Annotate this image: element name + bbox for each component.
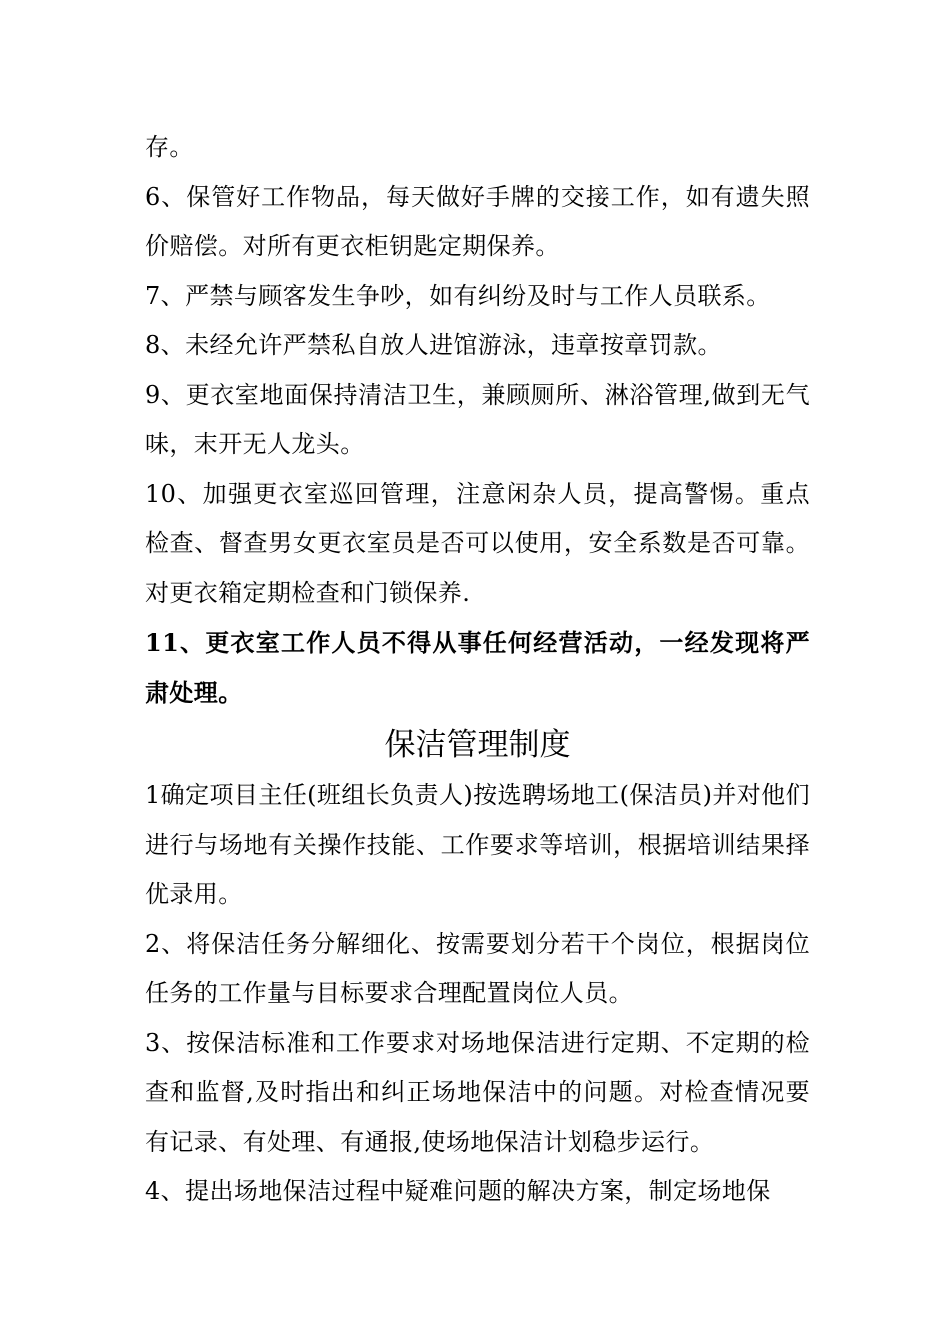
paragraph-rule-7: 7、严禁与顾客发生争吵，如有纠纷及时与工作人员联系。 [145, 281, 771, 310]
paragraph-rule-9: 9、更衣室地面保持清洁卫生，兼顾厕所、淋浴管理,做到无气味，末开无人龙头。 [145, 380, 810, 458]
paragraph-continuation: 存。 [145, 133, 194, 161]
paragraph-cleaning-4: 4、提出场地保洁过程中疑难问题的解决方案，制定场地保 [145, 1177, 771, 1205]
paragraph-rule-6: 6、保管好工作物品，每天做好手牌的交接工作，如有遗失照价赔偿。对所有更衣柜钥匙定期保养。 [145, 182, 810, 260]
paragraph-rule-10: 10、加强更衣室巡回管理，注意闲杂人员，提高警惕。重点检查、督查男女更衣室员是否可以使用，安全系数是否可靠。对更衣箱定期检查和门锁保养. [145, 479, 810, 607]
paragraph-cleaning-3: 3、按保洁标准和工作要求对场地保洁进行定期、不定期的检查和监督,及时指出和纠正场地保洁中的问题。对检查情况要有记录、有处理、有通报,使场地保洁计划稳步运行。 [145, 1028, 810, 1156]
paragraph-rule-8: 8、未经允许严禁私自放人进馆游泳，违章按章罚款。 [145, 331, 722, 359]
document-page [145, 123, 810, 1217]
paragraph-cleaning-2: 2、将保洁任务分解细化、按需要划分若干个岗位，根据岗位任务的工作量与目标要求合理配置岗位人员。 [145, 929, 810, 1007]
section-title: 保洁管理制度 [384, 727, 571, 763]
paragraph-cleaning-1: 1确定项目主任(班组长负责人)按选聘场地工(保洁员)并对他们进行与场地有关操作技能、工作要求等培训，根据培训结果择优录用。 [145, 781, 810, 908]
paragraph-rule-11: 11、更衣室工作人员不得从事任何经营活动，一经发现将严肃处理。 [145, 628, 810, 707]
